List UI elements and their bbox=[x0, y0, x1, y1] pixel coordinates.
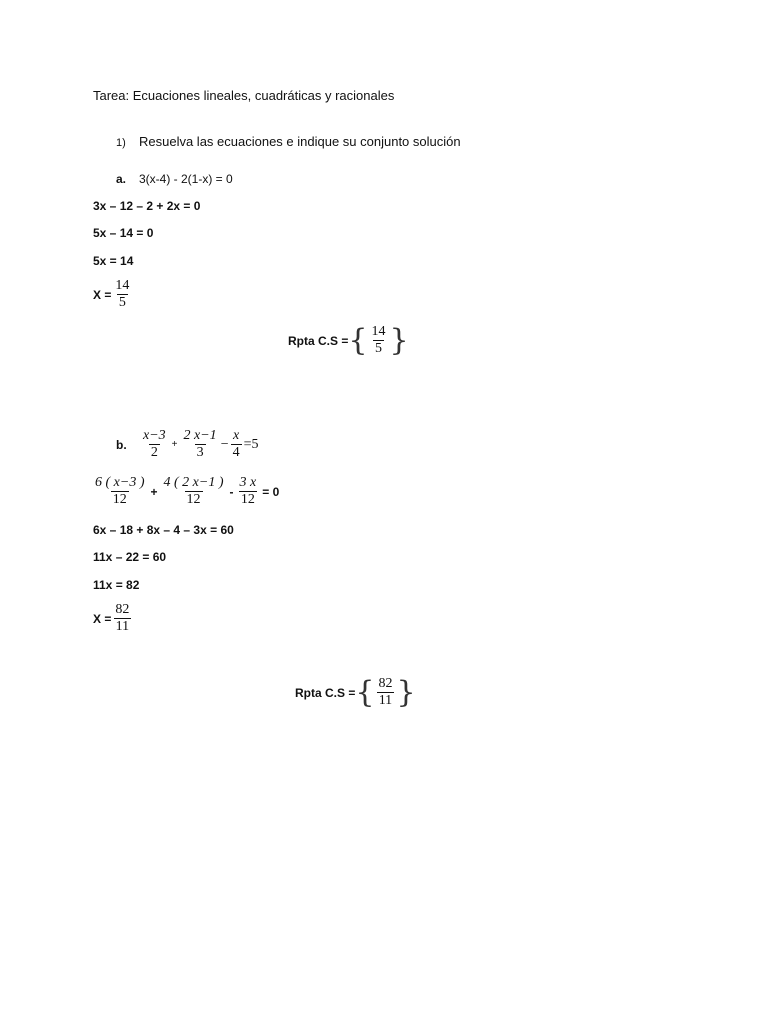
part-b-f3-numerator: x bbox=[232, 428, 240, 443]
part-b-answer-fraction bbox=[376, 676, 394, 709]
part-b-s1-fraction-1 bbox=[93, 475, 147, 508]
part-b-s1-f3-numerator: 3 x bbox=[239, 475, 257, 490]
part-b-step-3: 11x – 22 = 60 bbox=[93, 550, 167, 564]
part-b-s1-f3-denominator: 12 bbox=[240, 492, 255, 507]
part-a-equation-text: 3(x-4) - 2(1-x) = 0 bbox=[139, 172, 233, 186]
part-b-answer-denominator: 11 bbox=[378, 693, 393, 708]
part-b-s1-f1-numerator: 6 ( x−3 ) bbox=[95, 475, 145, 490]
plus-sign: + bbox=[171, 439, 178, 450]
part-b-s1-fraction-3 bbox=[238, 475, 259, 508]
part-b-f2-numerator: 2 x−1 bbox=[183, 428, 217, 443]
part-a-step-1: 3x – 12 – 2 + 2x = 0 bbox=[93, 199, 201, 213]
part-a-x-numerator: 14 bbox=[115, 278, 130, 293]
part-b-answer-numerator: 82 bbox=[378, 676, 393, 691]
part-b-fraction-3 bbox=[231, 428, 242, 461]
part-b-f1-denominator: 2 bbox=[150, 445, 158, 460]
part-b-fraction-1 bbox=[141, 428, 168, 461]
equals-five: =5 bbox=[243, 436, 259, 452]
part-b-answer bbox=[295, 676, 416, 709]
part-a-x-label: X = bbox=[93, 287, 112, 302]
part-a-answer bbox=[288, 324, 409, 357]
minus-sign: - bbox=[229, 484, 234, 499]
open-brace: { bbox=[355, 674, 375, 710]
part-b-s1-f1-denominator: 12 bbox=[112, 492, 127, 507]
question-1 bbox=[116, 134, 461, 149]
part-b-x-label: X = bbox=[93, 611, 112, 626]
minus-sign: − bbox=[220, 436, 229, 452]
document-title: Tarea: Ecuaciones lineales, cuadráticas y racionales bbox=[93, 88, 395, 103]
part-a-solution bbox=[93, 278, 133, 311]
part-a-step-2: 5x – 14 = 0 bbox=[93, 226, 154, 240]
part-a-answer-label: Rpta C.S = bbox=[288, 333, 349, 348]
part-b-f1-numerator: x−3 bbox=[143, 428, 166, 443]
part-a-equation bbox=[116, 172, 233, 186]
part-b-s1-fraction-2 bbox=[162, 475, 226, 508]
question-text: Resuelva las ecuaciones e indique su conjunto solución bbox=[139, 134, 461, 149]
part-a-x-fraction bbox=[113, 278, 131, 311]
part-a-answer-denominator: 5 bbox=[374, 341, 382, 356]
part-b-x-denominator: 11 bbox=[115, 619, 130, 634]
part-a-answer-fraction bbox=[369, 324, 387, 357]
part-b-answer-label: Rpta C.S = bbox=[295, 685, 356, 700]
part-a-label: a. bbox=[116, 172, 127, 186]
close-brace: } bbox=[389, 322, 409, 358]
equals-zero: = 0 bbox=[262, 484, 280, 499]
close-brace: } bbox=[396, 674, 416, 710]
part-a-step-3: 5x = 14 bbox=[93, 254, 134, 268]
part-b-x-fraction bbox=[113, 602, 131, 635]
part-b-f3-denominator: 4 bbox=[232, 445, 240, 460]
part-b-fraction-2 bbox=[182, 428, 219, 461]
part-a-answer-numerator: 14 bbox=[371, 324, 386, 339]
part-b-step-2: 6x – 18 + 8x – 4 – 3x = 60 bbox=[93, 523, 234, 537]
part-b-label: b. bbox=[116, 437, 127, 452]
part-a-x-denominator: 5 bbox=[118, 295, 126, 310]
part-b-x-numerator: 82 bbox=[115, 602, 130, 617]
part-b-f2-denominator: 3 bbox=[196, 445, 204, 460]
open-brace: { bbox=[348, 322, 368, 358]
part-b-solution bbox=[93, 602, 133, 635]
question-number: 1) bbox=[116, 137, 126, 149]
part-b-s1-f2-denominator: 12 bbox=[186, 492, 201, 507]
part-b-equation bbox=[116, 428, 259, 461]
plus-sign: + bbox=[150, 484, 158, 499]
part-b-step-4: 11x = 82 bbox=[93, 578, 140, 592]
part-b-s1-f2-numerator: 4 ( 2 x−1 ) bbox=[163, 475, 224, 490]
part-b-step-1 bbox=[91, 475, 281, 508]
